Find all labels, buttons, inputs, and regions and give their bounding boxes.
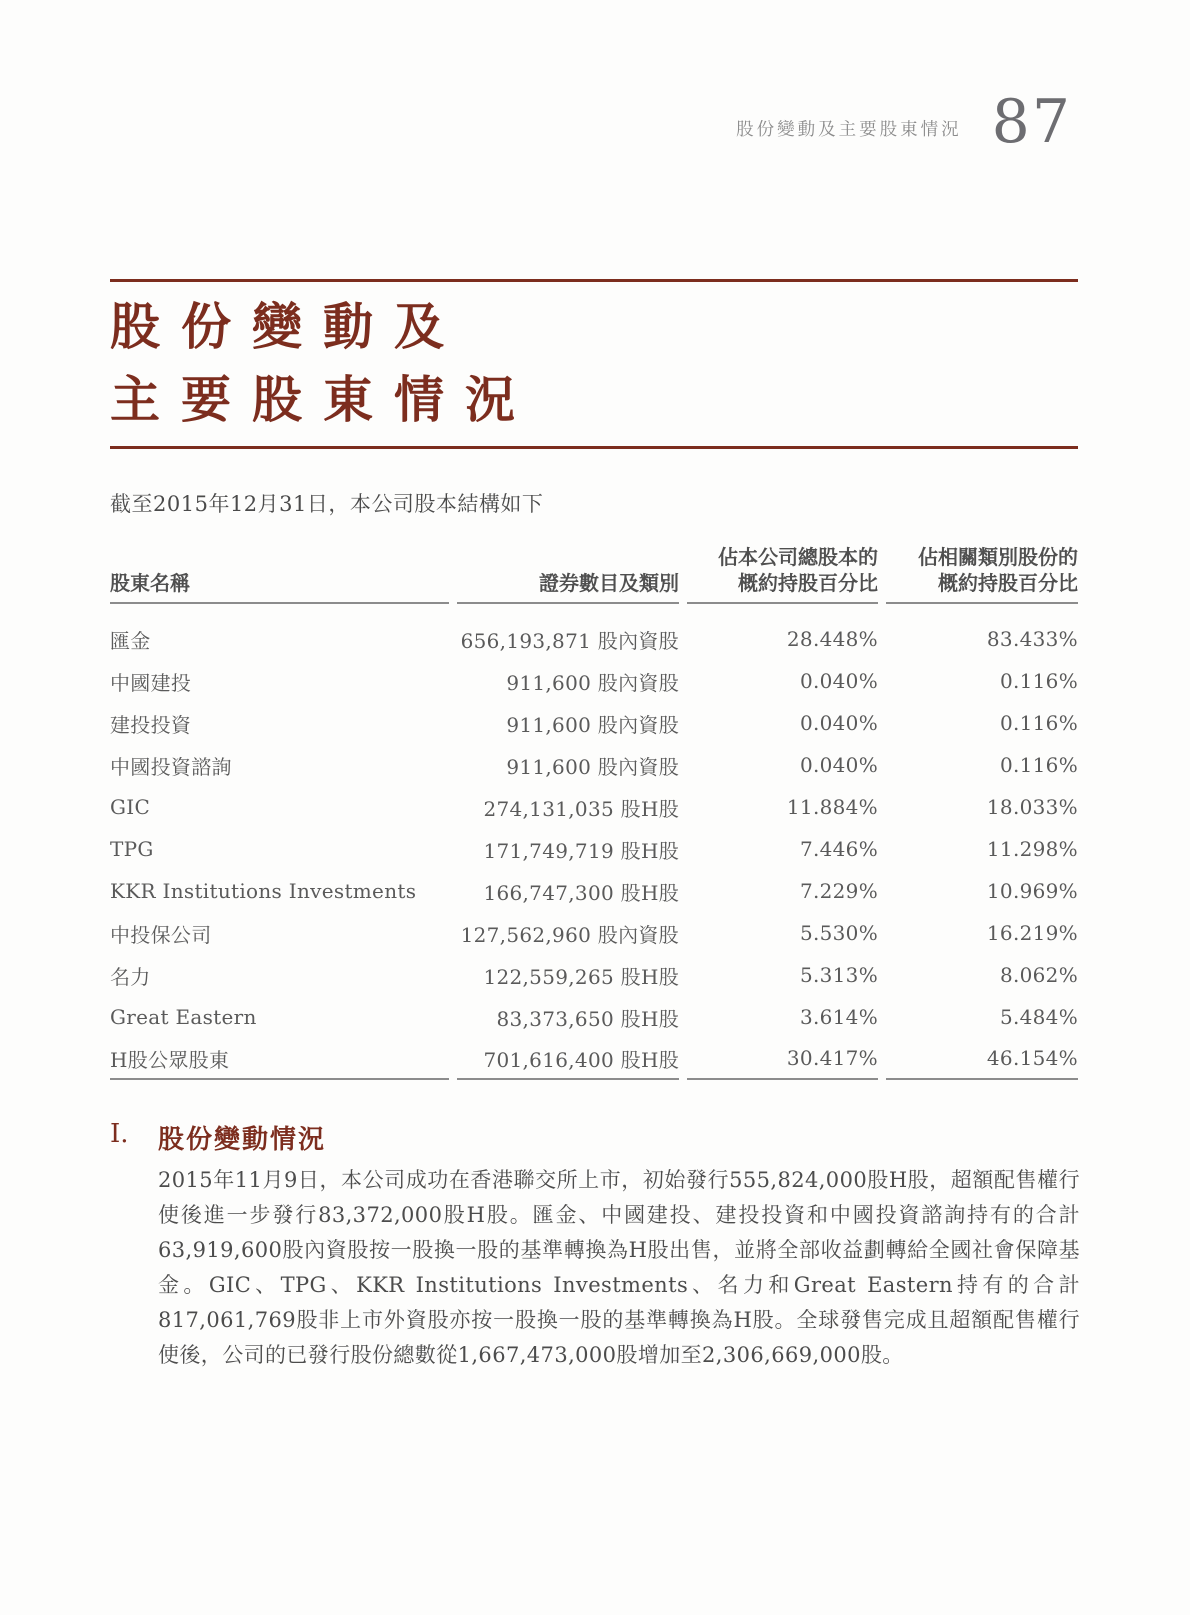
securities-count: 166,747,300 股H股 xyxy=(483,880,679,905)
shareholder-name: 建投投資 xyxy=(110,712,192,737)
table-body xyxy=(110,604,1078,1080)
securities-count: 911,600 股內資股 xyxy=(506,754,679,779)
col-header-securities: 證券數目及類別 xyxy=(457,549,679,604)
securities-count: 656,193,871 股內資股 xyxy=(460,628,679,653)
pct-of-share-class: 8.062% xyxy=(999,963,1078,987)
section-heading xyxy=(110,1119,1078,1156)
chapter-title-line2: 主要股東情況 xyxy=(110,370,536,429)
shareholder-name: TPG xyxy=(110,837,154,861)
pct-of-total-share-capital: 0.040% xyxy=(799,669,878,693)
col-header-pct-total: 佔本公司總股本的 概約持股百分比 xyxy=(687,549,878,604)
shareholders-table xyxy=(110,545,1078,1080)
shareholder-name: KKR Institutions Investments xyxy=(110,879,417,903)
securities-count: 171,749,719 股H股 xyxy=(483,838,679,863)
pct-of-share-class: 16.219% xyxy=(986,921,1078,945)
pct-of-share-class: 0.116% xyxy=(999,753,1078,777)
pct-of-share-class: 46.154% xyxy=(886,1038,1078,1080)
running-header xyxy=(110,87,1072,157)
securities-count: 911,600 股內資股 xyxy=(506,670,679,695)
col-header-shareholder: 股東名稱 xyxy=(110,549,449,604)
securities-count: 127,562,960 股內資股 xyxy=(460,922,679,947)
securities-count: 122,559,265 股H股 xyxy=(483,964,679,989)
pct-of-share-class: 10.969% xyxy=(986,879,1078,903)
securities-count: 83,373,650 股H股 xyxy=(496,1006,679,1031)
shareholder-name: H股公眾股東 xyxy=(110,1038,449,1080)
shareholder-name: Great Eastern xyxy=(110,1005,257,1029)
pct-of-total-share-capital: 30.417% xyxy=(687,1038,878,1080)
pct-of-total-share-capital: 7.229% xyxy=(799,879,878,903)
section-paragraph: 2015年11月9日，本公司成功在香港聯交所上市，初始發行555,824,000股H股，超額配售權行使後進一步發行83,372,000股H股。匯金、中國建投、建投投資和中國投資諮詢持有的合計63,919,600股內資股按一股換一股的基準轉換為H股出售，並將全部收益劃轉給全國社會保障基金。GIC、TPG、KKR Institutions Investments、名力和Great Eastern持有的合計817,061,769股非上市外資股亦按一股換一股的基準轉換為H股。全球發售完成且超額配售權行使後，公司的已發行股份總數從1,667,473,000股增加至2,306,669,000股。 xyxy=(158,1168,1080,1367)
shareholder-name: 中投保公司 xyxy=(110,922,212,947)
shareholder-name: 匯金 xyxy=(110,628,151,653)
pct-of-total-share-capital: 28.448% xyxy=(786,627,878,651)
pct-of-total-share-capital: 7.446% xyxy=(799,837,878,861)
pct-of-share-class: 5.484% xyxy=(999,1005,1078,1029)
pct-of-total-share-capital: 0.040% xyxy=(799,711,878,735)
pct-of-share-class: 0.116% xyxy=(999,711,1078,735)
pct-of-total-share-capital: 0.040% xyxy=(799,753,878,777)
shareholder-name: GIC xyxy=(110,795,151,819)
page-number: 87 xyxy=(991,87,1072,157)
pct-of-total-share-capital: 3.614% xyxy=(799,1005,878,1029)
shareholder-name: 名力 xyxy=(110,964,151,989)
chapter-title-block xyxy=(110,279,1078,449)
section-numeral: I. xyxy=(110,1119,129,1149)
pct-of-total-share-capital: 5.313% xyxy=(799,963,878,987)
table-header-row xyxy=(110,545,1078,604)
section-heading-text: 股份變動情況 xyxy=(158,1125,327,1155)
pct-of-total-share-capital: 11.884% xyxy=(786,795,878,819)
pct-of-share-class: 18.033% xyxy=(986,795,1078,819)
pct-of-share-class: 83.433% xyxy=(986,627,1078,651)
chapter-title xyxy=(110,290,1078,436)
col-header-pct-class: 佔相關類別股份的 概約持股百分比 xyxy=(886,549,1078,604)
securities-count: 701,616,400 股H股 xyxy=(457,1038,679,1080)
pct-of-share-class: 11.298% xyxy=(986,837,1078,861)
running-header-title: 股份變動及主要股東情況 xyxy=(736,119,962,140)
chapter-title-line1: 股份變動及 xyxy=(110,297,465,356)
shareholder-name: 中國投資諮詢 xyxy=(110,754,232,779)
pct-of-total-share-capital: 5.530% xyxy=(799,921,878,945)
securities-count: 274,131,035 股H股 xyxy=(483,796,679,821)
securities-count: 911,600 股內資股 xyxy=(506,712,679,737)
intro-text: 截至2015年12月31日，本公司股本結構如下 xyxy=(110,492,544,516)
pct-of-share-class: 0.116% xyxy=(999,669,1078,693)
shareholder-name: 中國建投 xyxy=(110,670,192,695)
